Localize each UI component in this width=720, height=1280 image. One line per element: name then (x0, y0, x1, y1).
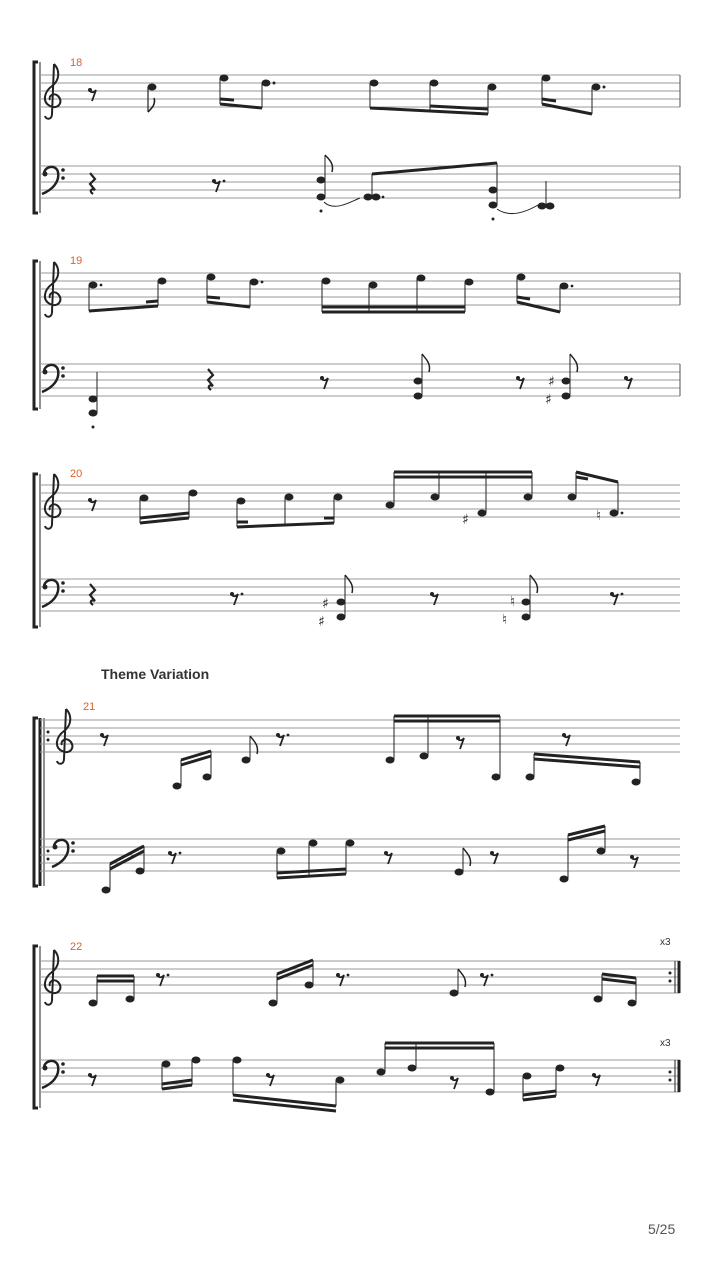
beamed-notes (370, 80, 496, 114)
svg-text:♯: ♯ (462, 512, 469, 528)
system-18 (34, 57, 680, 221)
beamed-notes (568, 472, 623, 524)
note (148, 84, 156, 90)
treble-staff (40, 709, 680, 789)
beamed-notes (560, 826, 605, 882)
beamed-notes (102, 846, 144, 893)
treble-staff (40, 950, 680, 1006)
beamed-notes (386, 716, 500, 780)
chord (414, 354, 430, 399)
repeat-count: x3 (660, 1038, 671, 1049)
svg-text:♯: ♯ (548, 374, 555, 390)
measure-number: 22 (70, 941, 83, 953)
measure-number: 19 (70, 255, 83, 267)
bass-staff (40, 354, 680, 429)
svg-text:♯: ♯ (545, 392, 552, 408)
sixteenth-rest (630, 855, 638, 868)
beamed-notes (594, 974, 636, 1006)
beamed-notes (377, 1043, 494, 1095)
svg-text:♯: ♯ (322, 596, 329, 612)
page-number: 5/25 (648, 1221, 676, 1237)
beamed-notes (517, 274, 573, 312)
beamed-notes (526, 754, 640, 785)
repeat-dot (47, 731, 50, 734)
sixteenth-rest (516, 376, 524, 389)
sixteenth-rest (624, 376, 632, 389)
system-brace (34, 62, 38, 213)
svg-text:♮: ♮ (510, 594, 516, 610)
system-brace (34, 946, 38, 1108)
system-19 (34, 255, 680, 429)
system-brace (34, 261, 38, 409)
eighth-rest (480, 973, 488, 986)
eighth-rest (384, 851, 392, 864)
note (538, 203, 546, 209)
measure-number: 18 (70, 57, 83, 69)
eighth-rest (168, 851, 176, 864)
repeat-dot (47, 850, 50, 853)
beamed-notes (269, 960, 313, 1006)
system-20 (34, 468, 680, 630)
bass-staff (40, 826, 680, 893)
eighth-rest (490, 851, 498, 864)
beamed-notes (140, 490, 197, 523)
beamed-notes (523, 1065, 564, 1100)
system-brace (34, 474, 38, 627)
bass-staff (40, 155, 680, 221)
beamed-notes (386, 472, 532, 528)
sixteenth-rest (450, 1076, 458, 1089)
eighth-rest (320, 376, 328, 389)
note (242, 736, 258, 763)
measure-number: 21 (83, 701, 96, 713)
chord (502, 575, 538, 628)
system-21 (34, 701, 680, 893)
beamed-notes (89, 278, 166, 311)
system-22 (34, 937, 680, 1111)
beamed-notes (237, 494, 342, 527)
repeat-count: x3 (660, 937, 671, 948)
grace-chord (317, 155, 360, 213)
bass-staff (40, 1043, 680, 1111)
beamed-notes (89, 976, 134, 1006)
quarter-rest (90, 173, 95, 194)
svg-text:♮: ♮ (502, 612, 508, 628)
sixteenth-rest (456, 736, 464, 749)
treble-staff (40, 64, 680, 119)
bass-staff (40, 575, 680, 630)
beamed-notes (542, 75, 606, 114)
treble-staff (40, 262, 680, 317)
system-brace (34, 718, 38, 886)
beamed-notes (207, 274, 263, 307)
treble-staff (40, 472, 680, 529)
note (450, 969, 466, 996)
beamed-notes (173, 751, 211, 789)
svg-text:♯: ♯ (318, 614, 325, 630)
chord (545, 354, 578, 408)
section-title: Theme Variation (101, 666, 210, 682)
beamed-notes (277, 840, 354, 878)
measure-number: 20 (70, 468, 83, 480)
svg-text:♮: ♮ (596, 508, 602, 524)
eighth-rest (156, 973, 164, 986)
beamed-notes (364, 163, 538, 221)
eighth-rest (336, 973, 344, 986)
